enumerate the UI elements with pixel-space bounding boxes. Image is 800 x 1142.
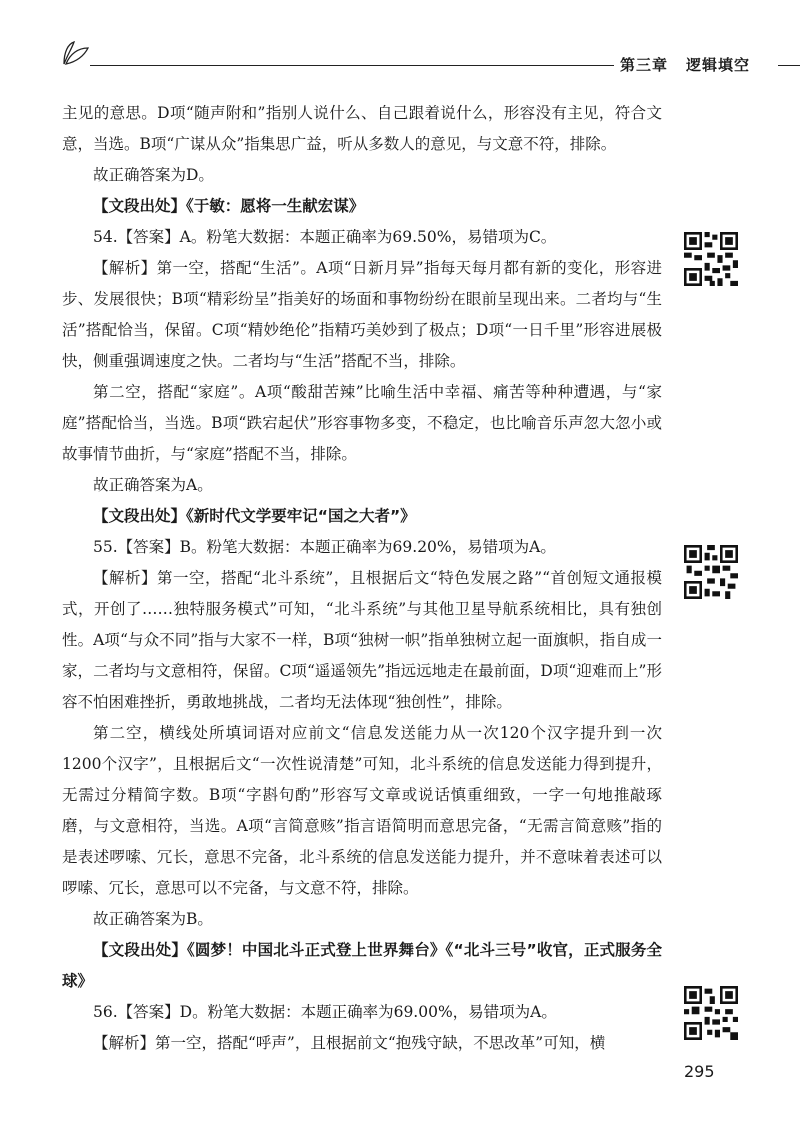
page-content [62, 98, 662, 1059]
paragraph: 第二空，搭配“家庭”。A项“酸甜苦辣”比喻生活中幸福、痛苦等种种遭遇，与“家庭”搭配恰当，当选。B项“跌宕起伏”形容事物多变，不稳定，也比喻音乐声忽大忽小或故事情节曲折，与“家庭”搭配不当，排除。 [62, 383, 662, 463]
chapter-number: 第三章 [620, 56, 669, 74]
analysis-55: 【解析】第一空，搭配“北斗系统”，且根据后文“特色发展之路”“首创短文通报模式，开创了……独特服务模式”可知，“北斗系统”与其他卫星导航系统相比，具有独创性。A项“与众不同”指与大家不一样，B项“独树一帜”指单独树立起一面旗帜，指自成一家，二者均与文意相符，保留。C项“遥遥领先”指远远地走在最前面，D项“迎难而上”形容不怕困难挫折，勇敢地挑战，二者均无法体现“独创性”，排除。 [62, 569, 662, 711]
paragraph: 主见的意思。D项“随声附和”指别人说什么、自己跟着说什么，形容没有主见，符合文意，当选。B项“广谋从众”指集思广益，听从多数人的意见，与文意不符，排除。 [62, 104, 662, 153]
section-title: 逻辑填空 [686, 56, 751, 74]
source-line: 【文段出处】《新时代文学要牢记“国之大者”》 [93, 507, 416, 525]
question-answer-56: 56.【答案】D。粉笔大数据：本题正确率为69.00%，易错项为A。 [93, 1003, 557, 1021]
question-answer-54: 54.【答案】A。粉笔大数据：本题正确率为69.50%，易错项为C。 [93, 228, 557, 246]
qr-code-icon[interactable] [684, 232, 738, 286]
chapter-title [620, 54, 768, 75]
page-header [30, 36, 800, 76]
qr-code-icon[interactable] [684, 545, 738, 599]
header-rule-right [778, 65, 800, 66]
answer-line: 故正确答案为B。 [93, 910, 213, 928]
paragraph: 第二空，横线处所填词语对应前文“信息发送能力从一次120个汉字提升到一次1200个汉字”，且根据后文“一次性说清楚”可知，北斗系统的信息发送能力得到提升，无需过分精简字数。B项“字斟句酌”形容写文章或说话慎重细致，一字一句地推敲琢磨，与文意相符，当选。A项“言简意赅”指言语简明而意思完备，“无需言简意赅”指的是表述啰嗦、冗长，意思不完备，北斗系统的信息发送能力提升，并不意味着表述可以啰嗦、冗长，意思可以不完备，与文意不符，排除。 [62, 724, 662, 897]
leaf-icon [58, 38, 92, 68]
page-number: 295 [684, 1062, 715, 1081]
qr-code-icon[interactable] [684, 986, 738, 1040]
source-line: 【文段出处】《圆梦！中国北斗正式登上世界舞台》《“北斗三号”收官，正式服务全球》 [62, 941, 662, 990]
source-line: 【文段出处】《于敏：愿将一生献宏谋》 [93, 197, 365, 215]
header-rule-left [90, 65, 614, 66]
answer-line: 故正确答案为D。 [93, 166, 214, 184]
answer-line: 故正确答案为A。 [93, 476, 213, 494]
question-answer-55: 55.【答案】B。粉笔大数据：本题正确率为69.20%，易错项为A。 [93, 538, 556, 556]
analysis-54: 【解析】第一空，搭配“生活”。A项“日新月异”指每天每月都有新的变化，形容进步、发展很快；B项“精彩纷呈”指美好的场面和事物纷纷在眼前呈现出来。二者均与“生活”搭配恰当，保留。C项“精妙绝伦”指精巧美妙到了极点；D项“一日千里”形容进展极快，侧重强调速度之快。二者均与“生活”搭配不当，排除。 [62, 259, 662, 370]
analysis-56: 【解析】第一空，搭配“呼声”，且根据前文“抱残守缺，不思改革”可知，横 [93, 1034, 606, 1052]
